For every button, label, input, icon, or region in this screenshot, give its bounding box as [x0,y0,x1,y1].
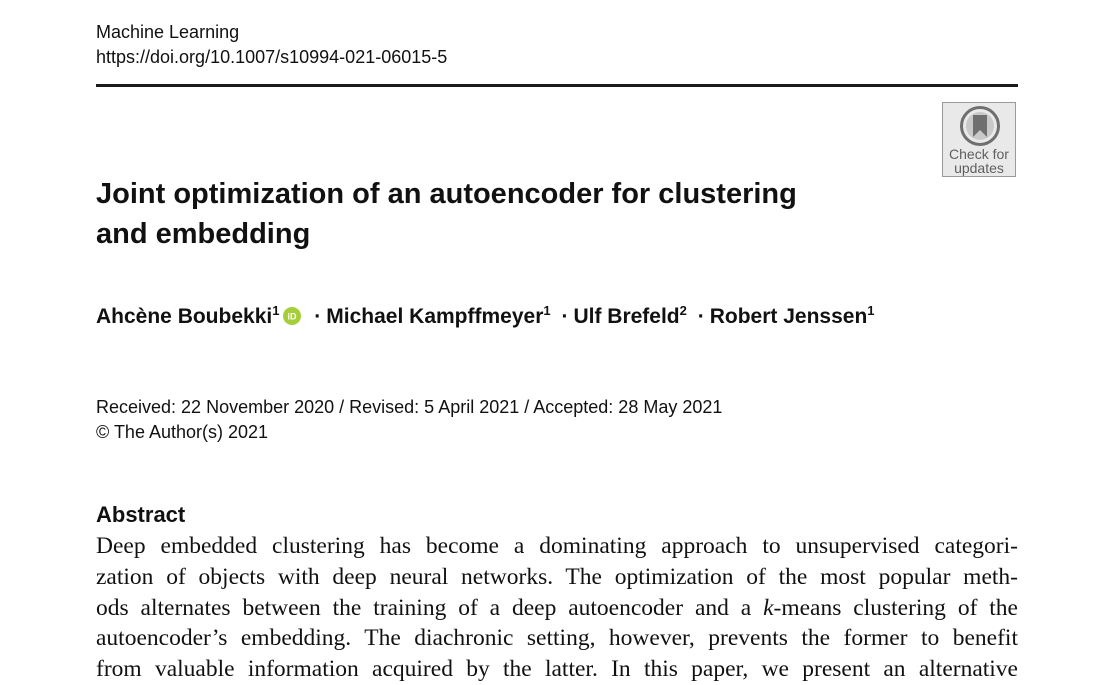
affiliation-marker: 1 [543,303,551,318]
author-list [96,296,875,332]
abstract-text-segment: -means clustering of the [773,594,1018,621]
author-separator: · [697,305,705,328]
author-separator: · [561,305,569,328]
journal-name: Machine Learning [96,22,240,42]
bookmark-icon [960,106,1000,146]
abstract-line: zation of objects with deep neural networks. The optimization of the most popular meth- [96,563,1018,590]
publication-dates: Received: 22 November 2020 / Revised: 5 April 2021 / Accepted: 28 May 2021 [96,397,723,417]
abstract-line: autoencoder’s embedding. The diachronic setting, however, prevents the former to benefit [96,625,1018,652]
title-line-2: and embedding [96,218,311,250]
affiliation-marker: 1 [272,303,280,318]
abstract-text [96,531,1018,685]
header-rule [96,84,1018,87]
check-for-updates-line-2: updates [954,160,1004,176]
check-for-updates-line-1: Check for [949,146,1009,162]
paper-title [96,174,856,254]
doi-link[interactable]: https://doi.org/10.1007/s10994-021-06015-5 [96,47,448,67]
affiliation-marker: 1 [867,303,875,318]
abstract-heading: Abstract [96,502,186,527]
author-name[interactable]: Robert Jenssen [709,305,868,328]
author-name[interactable]: Ahcène Boubekki [96,305,273,328]
orcid-icon[interactable] [283,307,301,325]
svg-text:iD: iD [287,311,297,322]
check-for-updates-label [943,147,1015,175]
k-variable: k [763,594,774,621]
abstract-line: from valuable information acquired by the latter. In this paper, we present an alternative [96,656,1018,683]
abstract-line: Deep embedded clustering has become a dominating approach to unsupervised categori- [96,533,1018,559]
author-name[interactable]: Ulf Brefeld [573,305,680,328]
abstract-text-segment: ods alternates between the training of a deep autoencoder and a [96,594,764,621]
author-separator: · [314,305,322,328]
title-line-1: Joint optimization of an autoencoder for clustering [96,178,797,210]
affiliation-marker: 2 [679,303,687,318]
author-name[interactable]: Michael Kampffmeyer [326,305,544,328]
check-for-updates-badge[interactable] [942,102,1016,177]
abstract-line [96,593,1018,624]
copyright-notice: © The Author(s) 2021 [96,422,269,442]
